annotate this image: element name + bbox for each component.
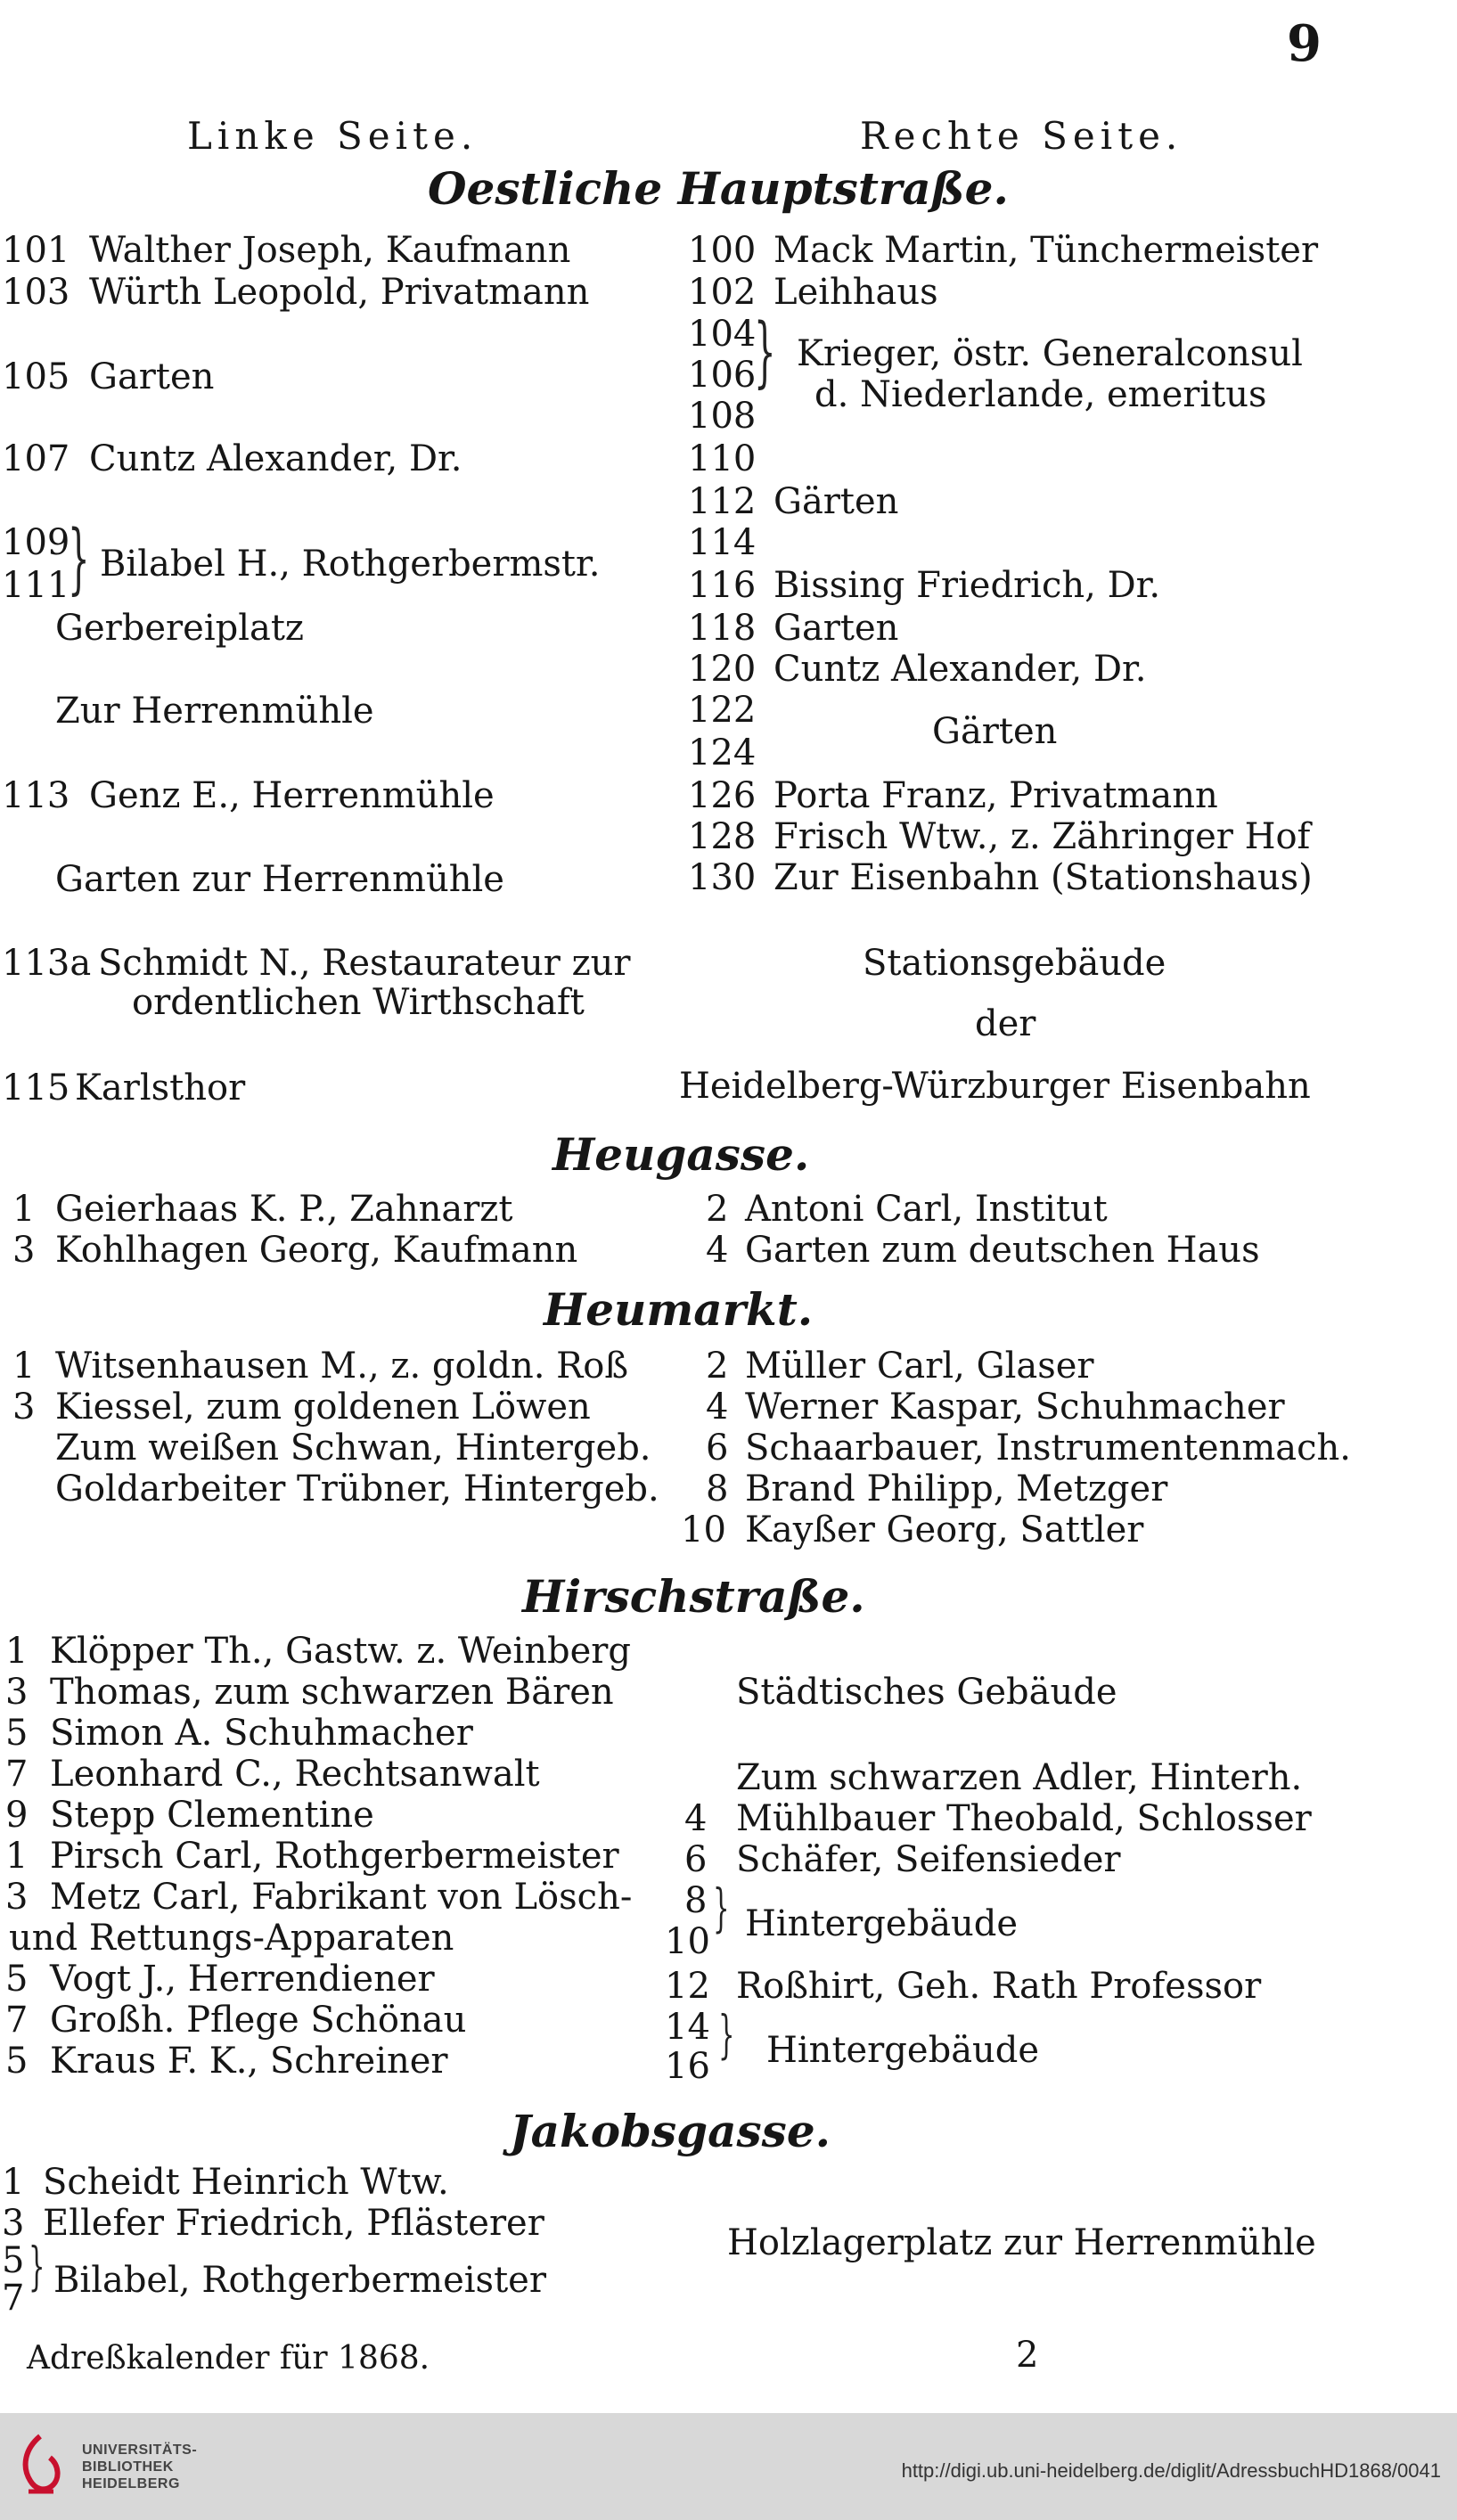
house-number: 6	[706, 1428, 729, 1469]
house-number: 4	[684, 1798, 708, 1839]
house-number: 1	[5, 1836, 29, 1877]
house-number: 3	[2, 2203, 25, 2244]
house-number: 116	[688, 565, 757, 606]
house-number: 12	[665, 1966, 710, 2007]
house-number: 120	[688, 649, 757, 690]
resident-entry: d. Niederlande, emeritus	[814, 374, 1267, 415]
resident-entry: Cuntz Alexander, Dr.	[89, 438, 462, 479]
resident-entry: Gärten	[774, 481, 899, 522]
house-number: 8	[706, 1469, 729, 1510]
resident-entry: Goldarbeiter Trübner, Hintergeb.	[55, 1469, 659, 1510]
section-title: Heumarkt.	[544, 1283, 814, 1336]
section-title: Jakobsgasse.	[510, 2105, 831, 2157]
house-number: 114	[688, 522, 757, 563]
house-number: 3	[5, 1672, 29, 1713]
house-number: 1	[2, 2162, 25, 2203]
resident-entry: Kohlhagen Georg, Kaufmann	[55, 1230, 578, 1271]
resident-entry: Schmidt N., Restaurateur zur	[98, 943, 631, 984]
house-number: 104	[688, 314, 757, 355]
resident-entry: Klöpper Th., Gastw. z. Weinberg	[50, 1631, 631, 1672]
house-number: 3	[12, 1387, 36, 1428]
house-number: 124	[688, 732, 757, 773]
resident-entry: Ellefer Friedrich, Pflästerer	[43, 2203, 544, 2244]
brace-icon: }	[68, 514, 90, 603]
house-number: 110	[688, 438, 757, 479]
resident-entry: Leihhaus	[774, 272, 938, 313]
house-number: 14	[665, 2007, 710, 2048]
resident-entry: ordentlichen Wirthschaft	[132, 982, 585, 1023]
house-number: 126	[688, 775, 757, 816]
resident-entry: Städtisches Gebäude	[736, 1672, 1117, 1713]
resident-entry: Stationsgebäude	[863, 943, 1166, 984]
house-number: 3	[12, 1230, 36, 1271]
resident-entry: Stepp Clementine	[50, 1795, 374, 1836]
house-number: 4	[706, 1230, 729, 1271]
resident-entry: Schäfer, Seifensieder	[736, 1839, 1121, 1880]
resident-entry: Garten zum deutschen Haus	[745, 1230, 1260, 1271]
signature-mark: 2	[1016, 2335, 1039, 2376]
resident-entry: Hintergebäude	[766, 2030, 1040, 2071]
resident-entry: Gärten	[932, 711, 1058, 752]
resident-entry: Genz E., Herrenmühle	[89, 775, 495, 816]
resident-entry: Krieger, östr. Generalconsul	[797, 333, 1303, 374]
footer-text: Adreßkalender für 1868.	[27, 2340, 430, 2377]
house-number: 7	[5, 1754, 29, 1795]
resident-entry: Garten	[89, 356, 215, 397]
house-number: 6	[684, 1839, 708, 1880]
resident-entry: Pirsch Carl, Rothgerbermeister	[50, 1836, 619, 1877]
section-title: Hirschstraße.	[522, 1570, 865, 1623]
house-number: 4	[706, 1387, 729, 1428]
resident-entry: Simon A. Schuhmacher	[50, 1713, 473, 1754]
resident-entry: Scheidt Heinrich Wtw.	[43, 2162, 449, 2203]
resident-entry: Porta Franz, Privatmann	[774, 775, 1218, 816]
university-logo-icon	[12, 2433, 68, 2500]
brace-icon: }	[713, 1878, 730, 1938]
house-number: 106	[688, 355, 757, 396]
resident-entry: Holzlagerplatz zur Herrenmühle	[727, 2222, 1316, 2263]
resident-entry: Mack Martin, Tünchermeister	[774, 230, 1319, 271]
house-number: 7	[2, 2278, 25, 2319]
house-number: 2	[706, 1189, 729, 1230]
house-number: 122	[688, 690, 757, 731]
house-number: 113a	[2, 943, 92, 984]
resident-entry: Bilabel, Rothgerbermeister	[53, 2260, 546, 2301]
resident-entry: Karlsthor	[75, 1068, 246, 1109]
resident-entry: Werner Kaspar, Schuhmacher	[745, 1387, 1285, 1428]
resident-entry: der	[975, 1003, 1036, 1044]
resident-entry: Bilabel H., Rothgerbermstr.	[100, 544, 601, 585]
house-number: 9	[5, 1795, 29, 1836]
resident-entry: Thomas, zum schwarzen Bären	[50, 1672, 614, 1713]
section-title: Oestliche Hauptstraße.	[428, 162, 1009, 215]
resident-entry: Müller Carl, Glaser	[745, 1346, 1094, 1387]
resident-entry: Zum weißen Schwan, Hintergeb.	[55, 1428, 651, 1469]
section-title: Heugasse.	[553, 1128, 810, 1181]
house-number: 2	[706, 1346, 729, 1387]
resident-entry: Hintergebäude	[745, 1903, 1019, 1944]
house-number: 128	[688, 816, 757, 857]
resident-entry: Heidelberg-Würzburger Eisenbahn	[679, 1066, 1311, 1107]
library-name: UNIVERSITÄTS- BIBLIOTHEK HEIDELBERG	[82, 2442, 198, 2491]
resident-entry: Zur Eisenbahn (Stationshaus)	[774, 857, 1313, 898]
resident-entry: Geierhaas K. P., Zahnarzt	[55, 1189, 513, 1230]
house-number: 102	[688, 272, 757, 313]
house-number: 10	[665, 1921, 710, 1962]
house-number: 1	[12, 1346, 36, 1387]
house-number: 1	[5, 1631, 29, 1672]
house-number: 16	[665, 2046, 710, 2087]
house-number: 109	[2, 522, 70, 563]
library-footer	[0, 2413, 1457, 2520]
house-number: 1	[12, 1189, 36, 1230]
brace-icon: }	[718, 2004, 735, 2065]
resident-entry: Walther Joseph, Kaufmann	[89, 230, 571, 271]
resident-entry: Gerbereiplatz	[55, 608, 305, 649]
house-number: 7	[5, 2000, 29, 2041]
resident-entry: Roßhirt, Geh. Rath Professor	[736, 1966, 1262, 2007]
house-number: 118	[688, 608, 757, 649]
house-number: 115	[2, 1068, 70, 1109]
resident-entry: Antoni Carl, Institut	[745, 1189, 1108, 1230]
resident-entry: Bissing Friedrich, Dr.	[774, 565, 1161, 606]
resident-entry: Würth Leopold, Privatmann	[89, 272, 590, 313]
house-number: 8	[684, 1880, 708, 1921]
brace-icon: }	[754, 307, 776, 397]
brace-icon: }	[29, 2236, 45, 2296]
resident-entry: Vogt J., Herrendiener	[50, 1959, 435, 2000]
page-number: 9	[1287, 14, 1322, 73]
resident-entry: Kayßer Georg, Sattler	[745, 1510, 1144, 1550]
resident-entry: Brand Philipp, Metzger	[745, 1469, 1168, 1510]
resident-entry: Kraus F. K., Schreiner	[50, 2041, 448, 2082]
resident-entry: Cuntz Alexander, Dr.	[774, 649, 1147, 690]
house-number: 5	[5, 2041, 29, 2082]
house-number: 100	[688, 230, 757, 271]
house-number: 103	[2, 272, 70, 313]
resident-entry: Leonhard C., Rechtsanwalt	[50, 1754, 540, 1795]
right-column-heading: Rechte Seite.	[860, 114, 1183, 158]
resident-entry: Frisch Wtw., z. Zähringer Hof	[774, 816, 1311, 857]
house-number: 101	[2, 230, 70, 271]
house-number: 10	[681, 1510, 726, 1550]
resident-entry: und Rettungs-Apparaten	[9, 1918, 454, 1959]
resident-entry: Witsenhausen M., z. goldn. Roß	[55, 1346, 629, 1387]
resident-entry: Mühlbauer Theobald, Schlosser	[736, 1798, 1312, 1839]
resident-entry: Zur Herrenmühle	[55, 691, 374, 732]
resident-entry: Kiessel, zum goldenen Löwen	[55, 1387, 591, 1428]
resident-entry: Metz Carl, Fabrikant von Lösch-	[50, 1877, 633, 1918]
house-number: 3	[5, 1877, 29, 1918]
house-number: 5	[2, 2240, 25, 2281]
house-number: 107	[2, 438, 70, 479]
left-column-heading: Linke Seite.	[187, 114, 479, 158]
house-number: 112	[688, 481, 757, 522]
house-number: 113	[2, 775, 70, 816]
house-number: 108	[688, 396, 757, 437]
house-number: 105	[2, 356, 70, 397]
resident-entry: Zum schwarzen Adler, Hinterh.	[736, 1757, 1303, 1798]
house-number: 5	[5, 1713, 29, 1754]
resident-entry: Garten	[774, 608, 899, 649]
resident-entry: Garten zur Herrenmühle	[55, 859, 504, 900]
house-number: 111	[2, 565, 70, 606]
source-url-link[interactable]: http://digi.ub.uni-heidelberg.de/diglit/AdressbuchHD1868/0041	[901, 2459, 1441, 2482]
resident-entry: Großh. Pflege Schönau	[50, 2000, 467, 2041]
resident-entry: Schaarbauer, Instrumentenmach.	[745, 1428, 1351, 1469]
house-number: 5	[5, 1959, 29, 2000]
house-number: 130	[688, 857, 757, 898]
